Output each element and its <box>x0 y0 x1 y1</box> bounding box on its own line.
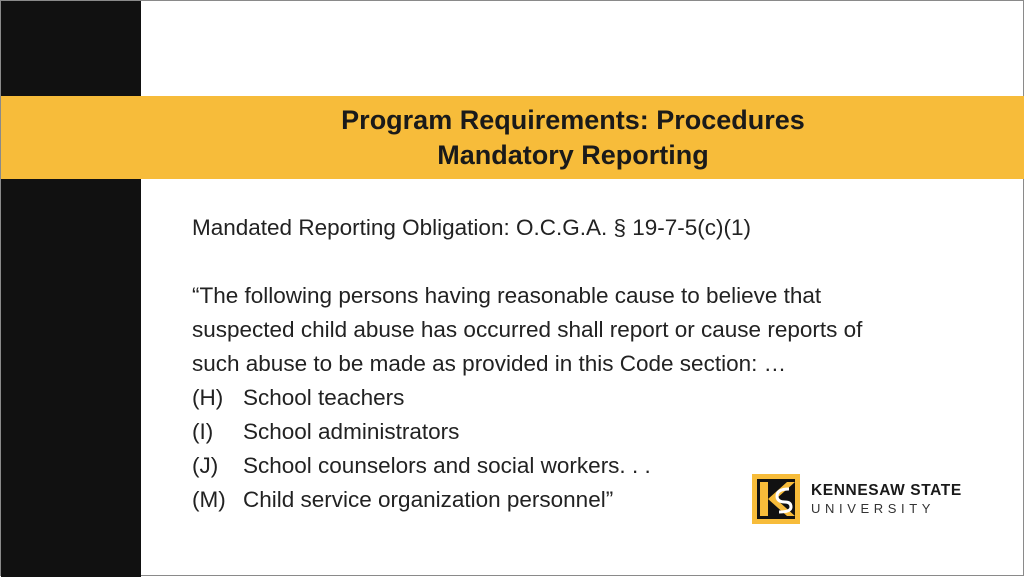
list-text: School counselors and social workers. . . <box>243 453 651 478</box>
list-text: School administrators <box>243 419 460 444</box>
list-marker: (J) <box>192 453 219 478</box>
left-black-bar <box>1 1 141 577</box>
list-marker: (H) <box>192 385 224 410</box>
spacer <box>192 245 992 279</box>
title-line-2: Mandatory Reporting <box>437 139 709 170</box>
list-text: School teachers <box>243 385 405 410</box>
logo-line-1: KENNESAW STATE <box>811 481 962 499</box>
list-text: Child service organization personnel” <box>243 487 614 512</box>
quote-line: “The following persons having reasonable cause to believe that <box>192 283 822 308</box>
quote-line: suspected child abuse has occurred shall report or cause reports of <box>192 317 863 342</box>
university-logo <box>749 471 961 527</box>
title-line-1: Program Requirements: Procedures <box>341 104 805 135</box>
list-marker: (I) <box>192 419 214 444</box>
slide-title <box>141 96 1005 179</box>
subtitle: Mandated Reporting Obligation: O.C.G.A. § 19-7-5(c)(1) <box>192 215 752 240</box>
list-item <box>192 381 992 415</box>
list-item <box>192 415 992 449</box>
logo-wordmark <box>811 481 962 518</box>
list-marker: (M) <box>192 487 226 512</box>
quote-line: such abuse to be made as provided in this Code section: … <box>192 351 787 376</box>
ks-monogram-icon <box>749 471 803 527</box>
logo-line-2: UNIVERSITY <box>811 500 936 516</box>
